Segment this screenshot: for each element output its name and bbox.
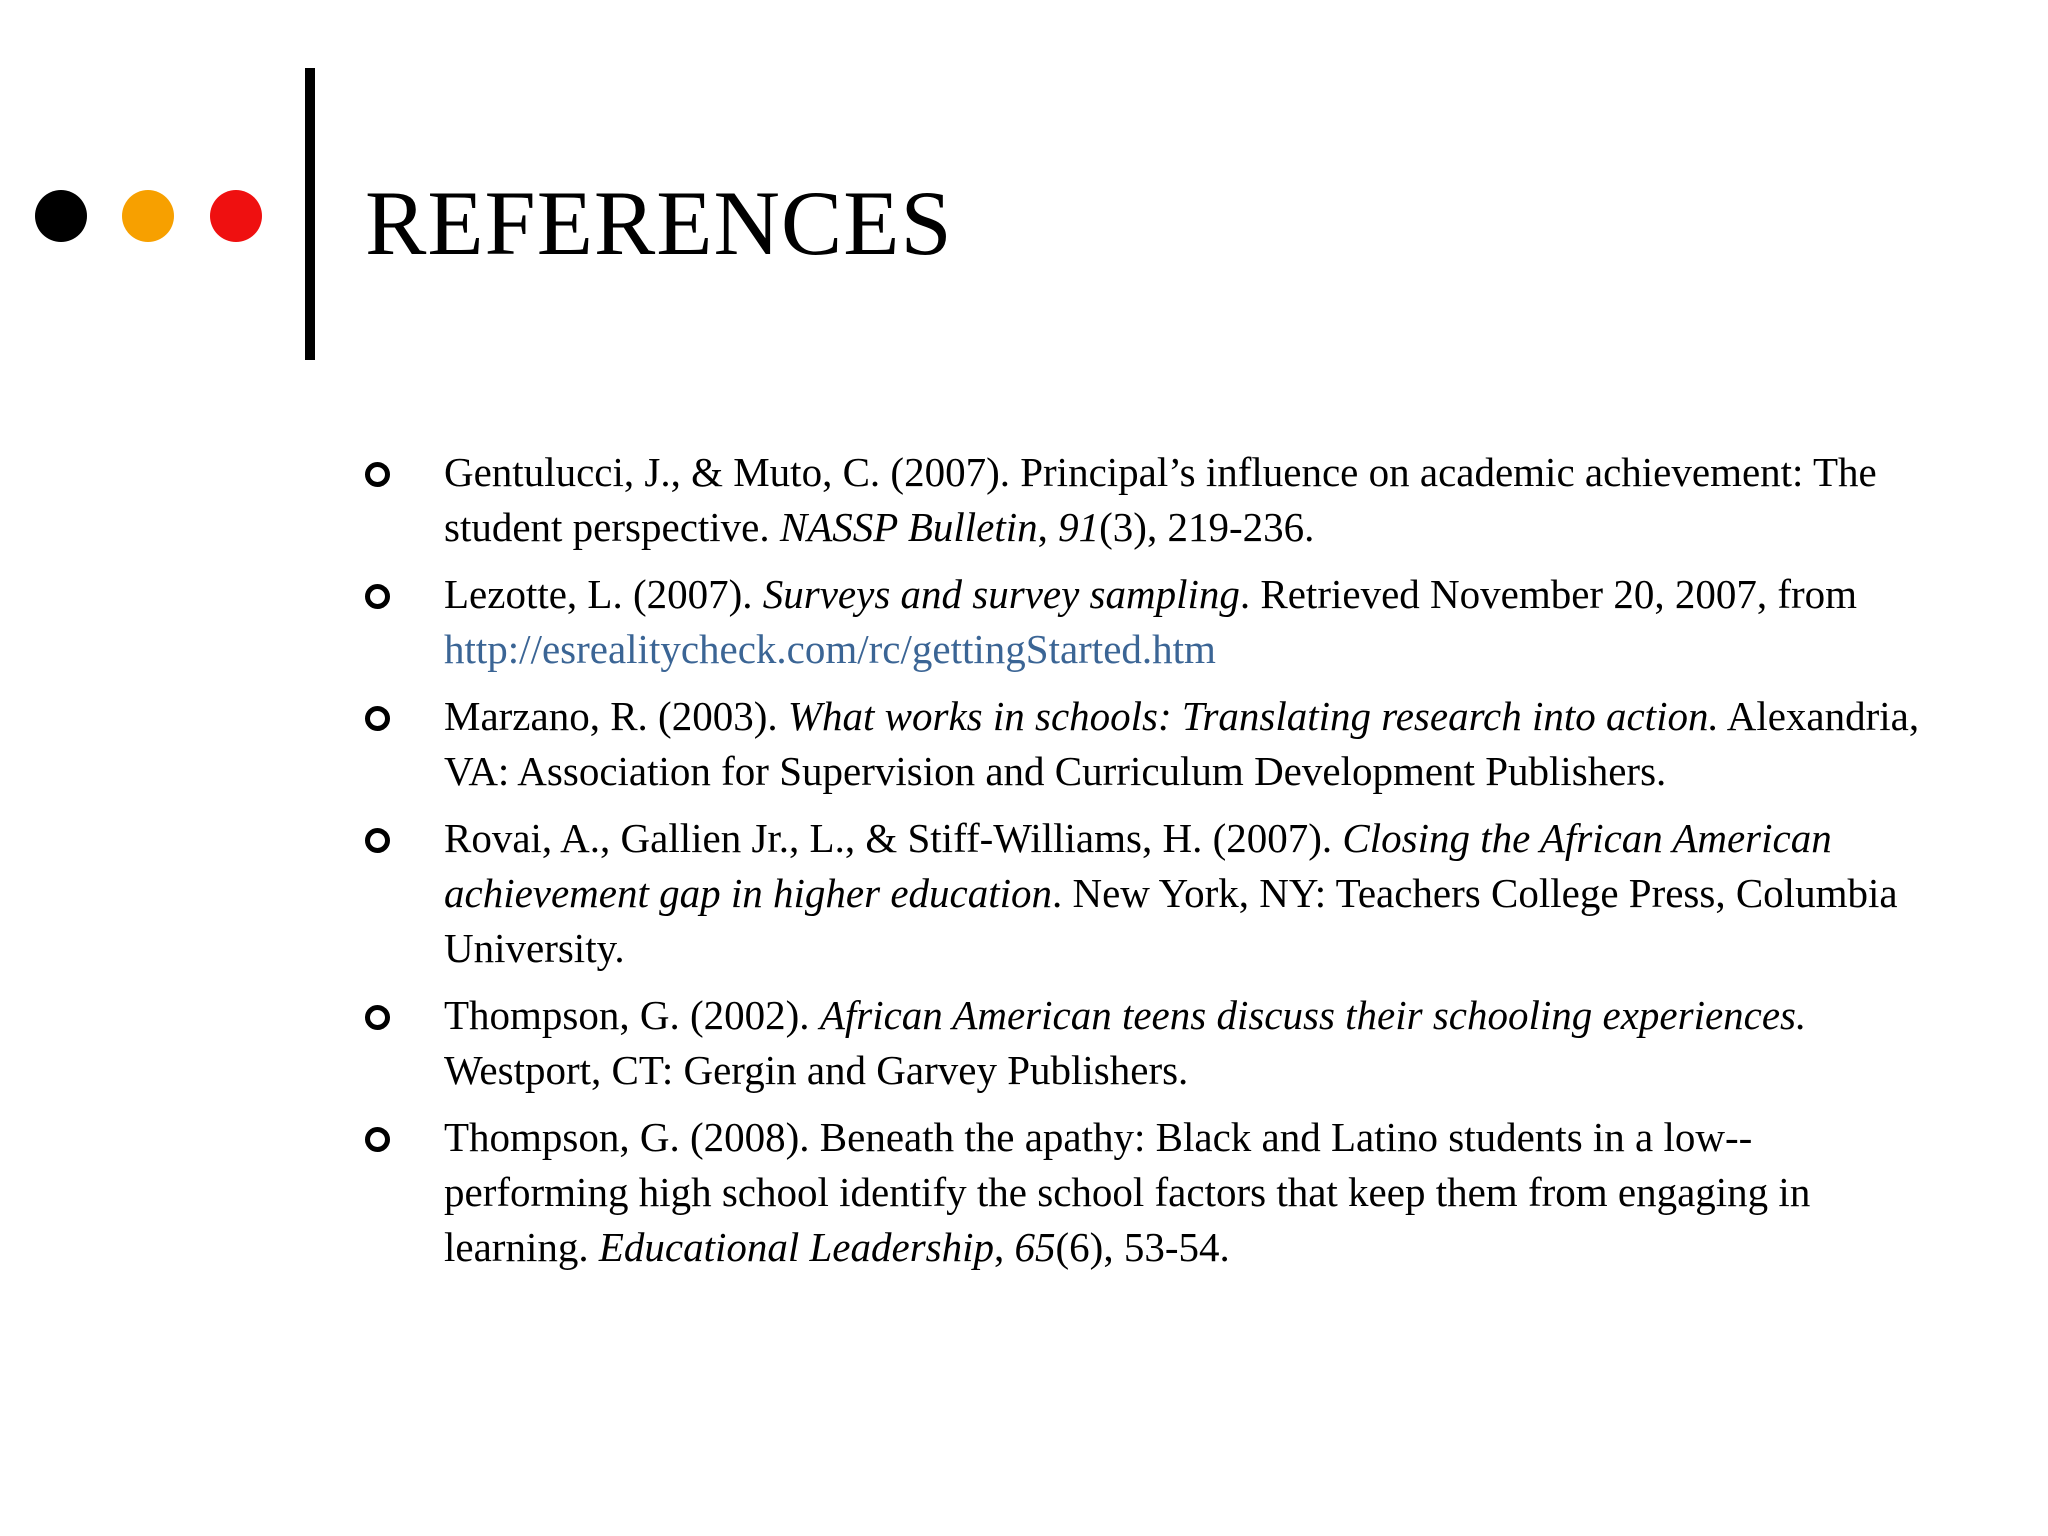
- reference-text: Alexandria, VA: Association for Supervision and Curriculum Development Publishers.: [444, 693, 1920, 794]
- reference-item: [365, 988, 1925, 1098]
- reference-separator: ,: [994, 1224, 1015, 1270]
- reference-separator: ,: [1037, 504, 1059, 550]
- reference-text: Thompson, G. (2002).: [444, 992, 820, 1038]
- hollow-circle-bullet-icon: [365, 462, 390, 487]
- reference-title: Surveys and survey sampling: [762, 571, 1240, 617]
- reference-item: [365, 567, 1925, 677]
- reference-title: African American teens discuss their schooling experiences.: [819, 992, 1807, 1038]
- reference-text: Westport, CT: Gergin and Garvey Publishers.: [444, 1047, 1189, 1093]
- reference-journal: NASSP Bulletin: [779, 504, 1038, 550]
- reference-text: Lezotte, L. (2007).: [444, 571, 763, 617]
- slide-title: REFERENCES: [365, 172, 953, 274]
- hollow-circle-bullet-icon: [365, 1127, 390, 1152]
- reference-item: [365, 811, 1925, 976]
- reference-item: [365, 1110, 1925, 1275]
- orange-dot-icon: [122, 190, 174, 242]
- reference-volume: 91: [1058, 504, 1100, 550]
- hollow-circle-bullet-icon: [365, 828, 390, 853]
- reference-list: [365, 445, 1925, 1287]
- reference-text: (3), 219-236.: [1099, 504, 1315, 550]
- reference-text: Marzano, R. (2003).: [444, 693, 788, 739]
- reference-title: Closing the African American achievement gap in higher education: [444, 815, 1832, 916]
- reference-item: [365, 689, 1925, 799]
- reference-url-link[interactable]: http://esrealitycheck.com/rc/gettingStarted.htm: [444, 626, 1216, 672]
- reference-text: Rovai, A., Gallien Jr., L., & Stiff-Williams, H. (2007).: [444, 815, 1343, 861]
- reference-text: Thompson, G. (2008). Beneath the apathy: Black and Latino students in a low--performing high school identify the school factors that keep them from engaging in learning.: [444, 1114, 1811, 1270]
- reference-item: [365, 445, 1925, 555]
- reference-volume: 65: [1014, 1224, 1056, 1270]
- reference-text: . Retrieved November 20, 2007, from: [1239, 571, 1858, 617]
- hollow-circle-bullet-icon: [365, 584, 390, 609]
- black-dot-icon: [35, 190, 87, 242]
- hollow-circle-bullet-icon: [365, 1005, 390, 1030]
- reference-text: . New York, NY: Teachers College Press, Columbia University.: [444, 870, 1898, 971]
- title-divider-line: [305, 68, 315, 360]
- reference-text: (6), 53-54.: [1055, 1224, 1230, 1270]
- reference-text: Gentulucci, J., & Muto, C. (2007). Principal’s influence on academic achievement: The student perspective.: [444, 449, 1877, 550]
- reference-journal: Educational Leadership: [598, 1224, 995, 1270]
- hollow-circle-bullet-icon: [365, 706, 390, 731]
- reference-title: What works in schools: Translating research into action.: [787, 693, 1719, 739]
- red-dot-icon: [210, 190, 262, 242]
- decorative-dots: [35, 190, 265, 246]
